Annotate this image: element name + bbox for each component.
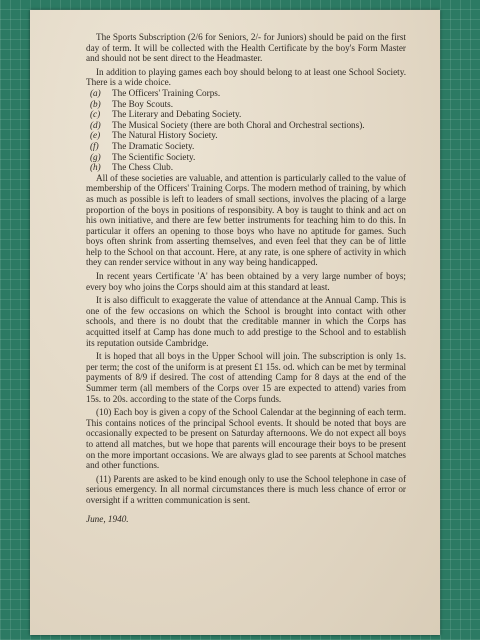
paragraph-sports-subscription: The Sports Subscription (2/6 for Seniors, 2/- for Juniors) should be paid on the first day of term. It will be collected with the Health Certificate by the boy's Form Master and should not be sent direct to the Headmaster. [86,32,406,64]
list-item [90,130,406,141]
list-item-label: (f) [90,140,99,151]
list-item-text: The Dramatic Society. [112,140,195,151]
list-item-text: The Chess Club. [112,162,173,173]
paragraph-annual-camp: It is also difficult to exaggerate the value of attendance at the Annual Camp. This is one of the few occasions on which the School is brought into contact with other schools, and there is no doubt that the creditable manner in which the Corps has acquitted itself at Camp has done much to add prestige to the School and to establish its reputation outside Cambridge. [86,295,406,348]
list-item [90,88,406,99]
list-item [90,109,406,120]
list-item [90,99,406,110]
list-item [90,141,406,152]
list-item [90,120,406,131]
list-item-label: (c) [90,109,101,120]
paragraph-otc-value: All of these societies are valuable, and attention is particularly called to the value of membership of the Officers' Training Corps. The modern method of training, by which as much as possible is left to leaders of small sections, involves the placing of a large proportion of the boys in positions of responsibity. A boy is taught to think and act on his own initiative, and there are few better instruments for teaching him to do this. In particular it offers an opening to those boys who have no aptitude for games. Such boys often shrink from asserting themselves, and even feel that they can be of little help to the School on that account. Here, at any rate, is one sphere of activity in which they can render service without in any way being handicapped. [86,172,406,268]
date-signoff: June, 1940. [86,513,129,524]
paragraph-certificate-a: In recent years Certificate 'A' has been obtained by a very large number of boys; every boy who joins the Corps should aim at this standard at least. [86,271,406,292]
list-item-label: (a) [90,87,101,98]
list-item-text: The Musical Society (there are both Choral and Orchestral sections). [112,119,365,130]
list-item [90,162,406,173]
society-list [90,88,406,173]
list-item-text: The Literary and Debating Society. [112,109,242,120]
list-item-text: The Officers' Training Corps. [112,87,221,98]
paragraph-upper-school: It is hoped that all boys in the Upper School will join. The subscription is only 1s. per term; the cost of the uniform is at present £1 15s. od. which can be met by terminal payments of 8/9 if desired. The cost of attending Camp for 8 days at the end of the Summer term (all members of the Corps over 15 are expected to attend) varies from 15s. to 20s. according to the state of the Corps funds. [86,351,406,404]
list-item-text: The Natural History Society. [112,130,218,141]
list-item-text: The Scientific Society. [112,151,196,162]
list-item [90,152,406,163]
list-item-label: (d) [90,119,101,130]
list-item-label: (e) [90,130,101,141]
document-page [30,10,440,635]
list-item-label: (b) [90,98,101,109]
paragraph-school-calendar: (10) Each boy is given a copy of the School Calendar at the beginning of each term. This contains notices of the principal School events. It should be noted that boys are occasionally expected to be present on Saturday afternoons. We do not expect all boys to attend all matches, but we hope that parents will encourage their boys to be present on the more important occasions. We are always glad to see parents at School matches and other functions. [86,407,406,471]
paragraph-telephone: (11) Parents are asked to be kind enough only to use the School telephone in case of serious emergency. In all normal circumstances there is much less chance of error or oversight if a written communication is sent. [86,473,406,505]
paragraph-societies-intro: In addition to playing games each boy should belong to at least one School Society. There is a wide choice. [86,66,406,88]
list-item-text: The Boy Scouts. [112,98,173,109]
list-item-label: (h) [90,162,101,173]
list-item-label: (g) [90,151,101,162]
